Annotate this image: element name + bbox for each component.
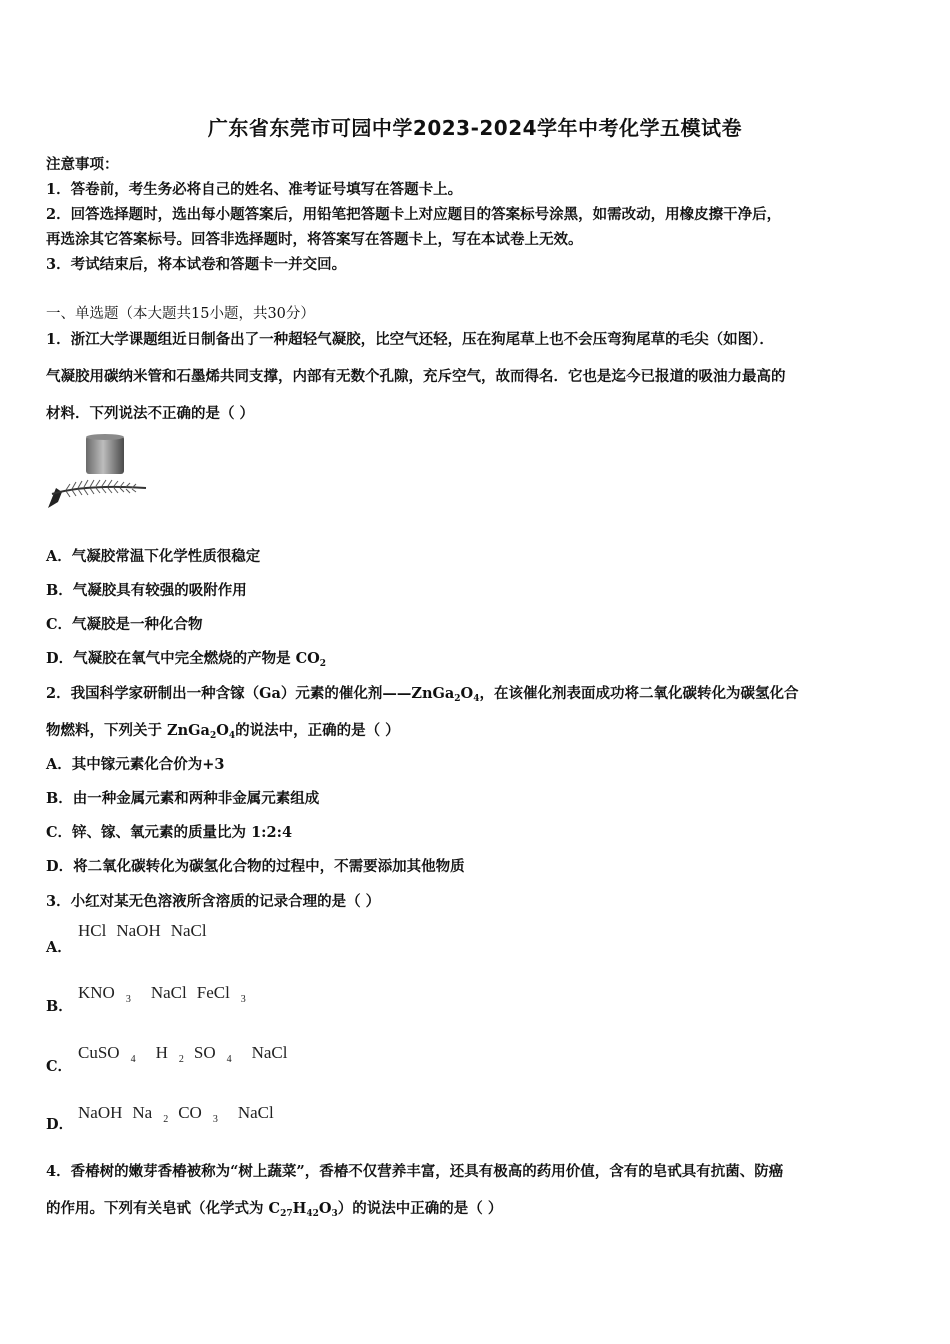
notice-item: 再选涂其它答案标号。回答非选择题时，将答案写在答题卡上，写在本试卷上无效。: [46, 231, 583, 248]
notice-heading: 注意事项：: [46, 156, 119, 173]
q2-option-b: B．由一种金属元素和两种非金属元素组成: [46, 790, 320, 807]
q1-stem-line: 气凝胶用碳纳米管和石墨烯共同支撑，内部有无数个孔隙，充斥空气，故而得名．它也是迄今已报道的吸油力最高的: [46, 368, 786, 385]
notice-item: 3．考试结束后，将本试卷和答题卡一并交回。: [46, 256, 347, 273]
section-heading: 一、单选题（本大题共15小题，共30分）: [46, 306, 315, 322]
q1-stem-line: 1．浙江大学课题组近日制备出了一种超轻气凝胶，比空气还轻，压在狗尾草上也不会压弯狗尾草的毛尖（如图）．: [46, 331, 774, 348]
notice-item: 1．答卷前，考生务必将自己的姓名、准考证号填写在答题卡上。: [46, 181, 463, 198]
q3-option-b-formulas: KNO $_3$ NaCl FeCl $_3$: [78, 983, 246, 1005]
q1-option-b: B．气凝胶具有较强的吸附作用: [46, 582, 247, 599]
q1-stem-line: 材料．下列说法不正确的是（ ）: [46, 405, 255, 422]
q2-stem-line: 2．我国科学家研制出一种含镓（Ga）元素的催化剂$——ZnGa_2O_4$，在该催化剂表面成功将二氧化碳转化为碳氢化合: [46, 685, 799, 704]
q1-option-c: C．气凝胶是一种化合物: [46, 616, 203, 633]
q2-option-d: D．将二氧化碳转化为碳氢化合物的过程中，不需要添加其他物质: [46, 858, 465, 875]
notice-item: 2．回答选择题时，选出每小题答案后，用铅笔把答题卡上对应题目的答案标号涂黑，如需改动，用橡皮擦干净后，: [46, 206, 782, 223]
q2-stem-line: 物燃料，下列关于 $ZnGa_2O_4$的说法中，正确的是（ ）: [46, 722, 400, 741]
q3-option-c-label: C．: [46, 1058, 73, 1075]
q2-option-a: A．其中镓元素化合价为+3: [46, 756, 225, 773]
q3-option-d-formulas: NaOH Na $_2$ CO $_3$ NaCl: [78, 1103, 274, 1125]
q2-option-c: C．锌、镓、氧元素的质量比为 1:2:4: [46, 824, 293, 841]
q3-option-b-label: B．: [46, 998, 73, 1015]
q4-stem-line: 4．香椿树的嫩芽香椿被称为“树上蔬菜”，香椿不仅营养丰富，还具有极高的药用价值，含有的皂甙具有抗菌、防癌: [46, 1163, 784, 1180]
q4-stem-line: 的作用。下列有关皂甙（化学式为 $C_{27}H_{42}O_3$）的说法中正确的是（ ）: [46, 1200, 503, 1219]
q3-stem: 3．小红对某无色溶液所含溶质的记录合理的是（ ）: [46, 893, 381, 910]
q3-option-a-formulas: HCl NaOH NaCl: [78, 921, 207, 940]
q1-option-a: A．气凝胶常温下化学性质很稳定: [46, 548, 261, 565]
page-title: 广东省东莞市可园中学2023-2024学年中考化学五模试卷: [207, 116, 743, 140]
q3-option-c-formulas: CuSO $_4$ H $_2$ SO $_4$ NaCl: [78, 1043, 288, 1065]
q3-option-d-label: D．: [46, 1116, 74, 1133]
aerogel-on-grass-figure: [46, 432, 150, 512]
q1-option-d: D．气凝胶在氧气中完全燃烧的产物是 $CO_2$: [46, 650, 327, 669]
q3-option-a-label: A．: [46, 939, 72, 956]
